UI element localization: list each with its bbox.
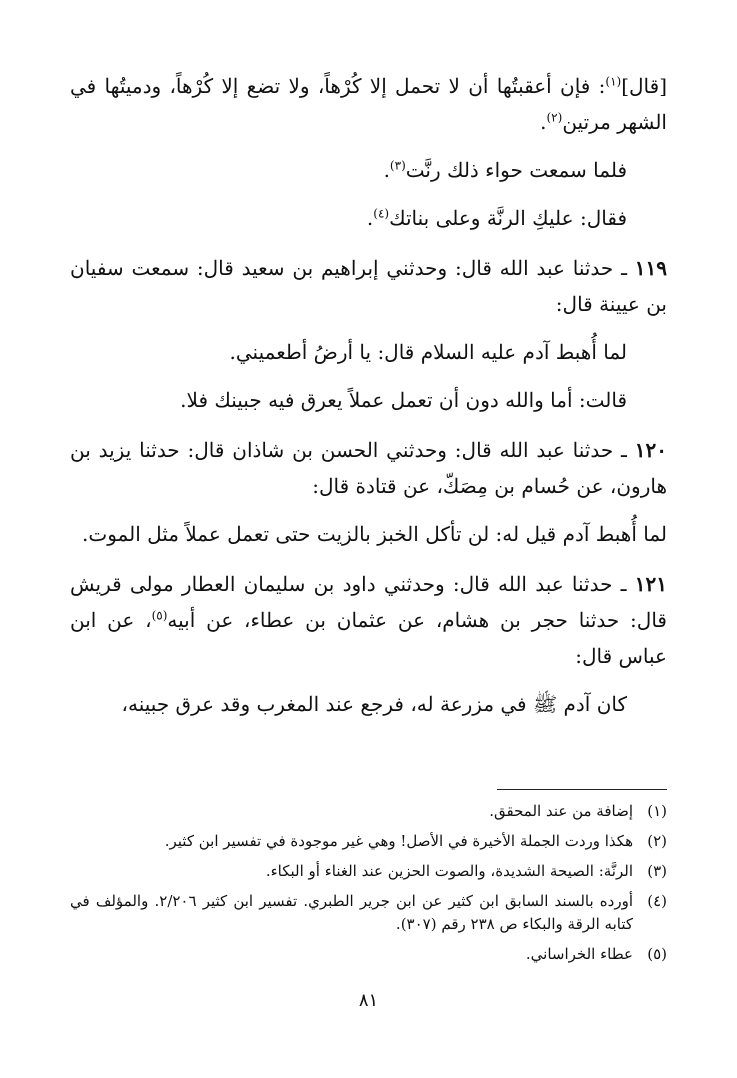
paragraph: لما أُهبط آدم قيل له: لن تأكل الخبز بالزيت حتى تعمل عملاً مثل الموت.	[82, 522, 667, 546]
footnote-ref[interactable]: (٢)	[546, 110, 563, 125]
page-number: ٨١	[358, 990, 379, 1011]
paragraph: فلما سمعت حواء ذلك رنَّت$^{(٣)}$.	[383, 158, 627, 182]
footnote-text: عطاء الخراساني.	[525, 945, 633, 963]
footnote-number: (٥)	[647, 945, 667, 963]
paragraph: كان آدم ﷺ في مزرعة له، فرجع عند المغرب وقد عرق جبينه،	[121, 692, 627, 716]
hadith-number: ١١٩	[634, 256, 667, 280]
footnote-ref[interactable]: (٥)	[151, 608, 168, 623]
footnote-text: أورده بالسند السابق ابن كثير عن ابن جرير الطبري. تفسير ابن كثير ٢/٢٠٦. والمؤلف في كتابه الرقة والبكاء ص ٢٣٨ رقم (٣٠٧).	[70, 892, 633, 933]
footnote	[70, 890, 667, 936]
hadith-number: ١٢١	[634, 572, 667, 596]
hadith-number: ١٢٠	[634, 438, 667, 462]
footnote	[70, 800, 667, 823]
footnote-text: هكذا وردت الجملة الأخيرة في الأصل! وهي غير موجودة في تفسير ابن كثير.	[164, 832, 633, 850]
footnote-number: (٤)	[647, 892, 667, 910]
paragraph: قالت: أما والله دون أن تعمل عملاً يعرق فيه جبينك فلا.	[180, 388, 627, 412]
footnote-ref[interactable]: (٣)	[389, 158, 406, 173]
paragraph: لما أُهبط آدم عليه السلام قال: يا أرضُ أطعميني.	[229, 340, 627, 364]
footnote	[70, 830, 667, 853]
hadith-paragraph: ١٢٠ ـ حدثنا عبد الله قال: وحدثني الحسن بن شاذان قال: حدثنا يزيد بن هارون، عن حُسام بن مِصَكّ، عن قتادة قال:	[70, 438, 667, 498]
paragraph: [قال]$^{(١)}$: فإن أعقبتُها أن لا تحمل إلا كُرْهاً، ولا تضع إلا كُرْهاً، ودميتُها في الشهر مرتين$^{(٢)}$.	[70, 74, 667, 134]
hadith-paragraph: ١٢١ ـ حدثنا عبد الله قال: وحدثني داود بن سليمان العطار مولى قريش قال: حدثنا حجر بن هشام، عن عثمان بن عطاء، عن أبيه$^{(٥)}$، عن ابن عباس قال:	[70, 572, 667, 668]
footnote-divider	[497, 789, 667, 790]
footnote-number: (٢)	[647, 832, 667, 850]
hadith-paragraph: ١١٩ ـ حدثنا عبد الله قال: وحدثني إبراهيم بن سعيد قال: سمعت سفيان بن عيينة قال:	[70, 256, 667, 316]
main-text	[70, 68, 667, 722]
footnote-number: (١)	[647, 802, 667, 820]
footnote-text: إضافة من عند المحقق.	[489, 802, 633, 820]
footnote-number: (٣)	[647, 862, 667, 880]
footnote-text: الرنَّة: الصيحة الشديدة، والصوت الحزين عند الغناء أو البكاء.	[265, 862, 633, 880]
footnotes	[70, 800, 667, 973]
footnote	[70, 943, 667, 966]
paragraph: فقال: عليكِ الرنَّة وعلى بناتك$^{(٤)}$.	[366, 206, 627, 230]
footnote	[70, 860, 667, 883]
footnote-ref[interactable]: (٤)	[373, 206, 390, 221]
footnote-ref[interactable]: (١)	[605, 74, 622, 89]
